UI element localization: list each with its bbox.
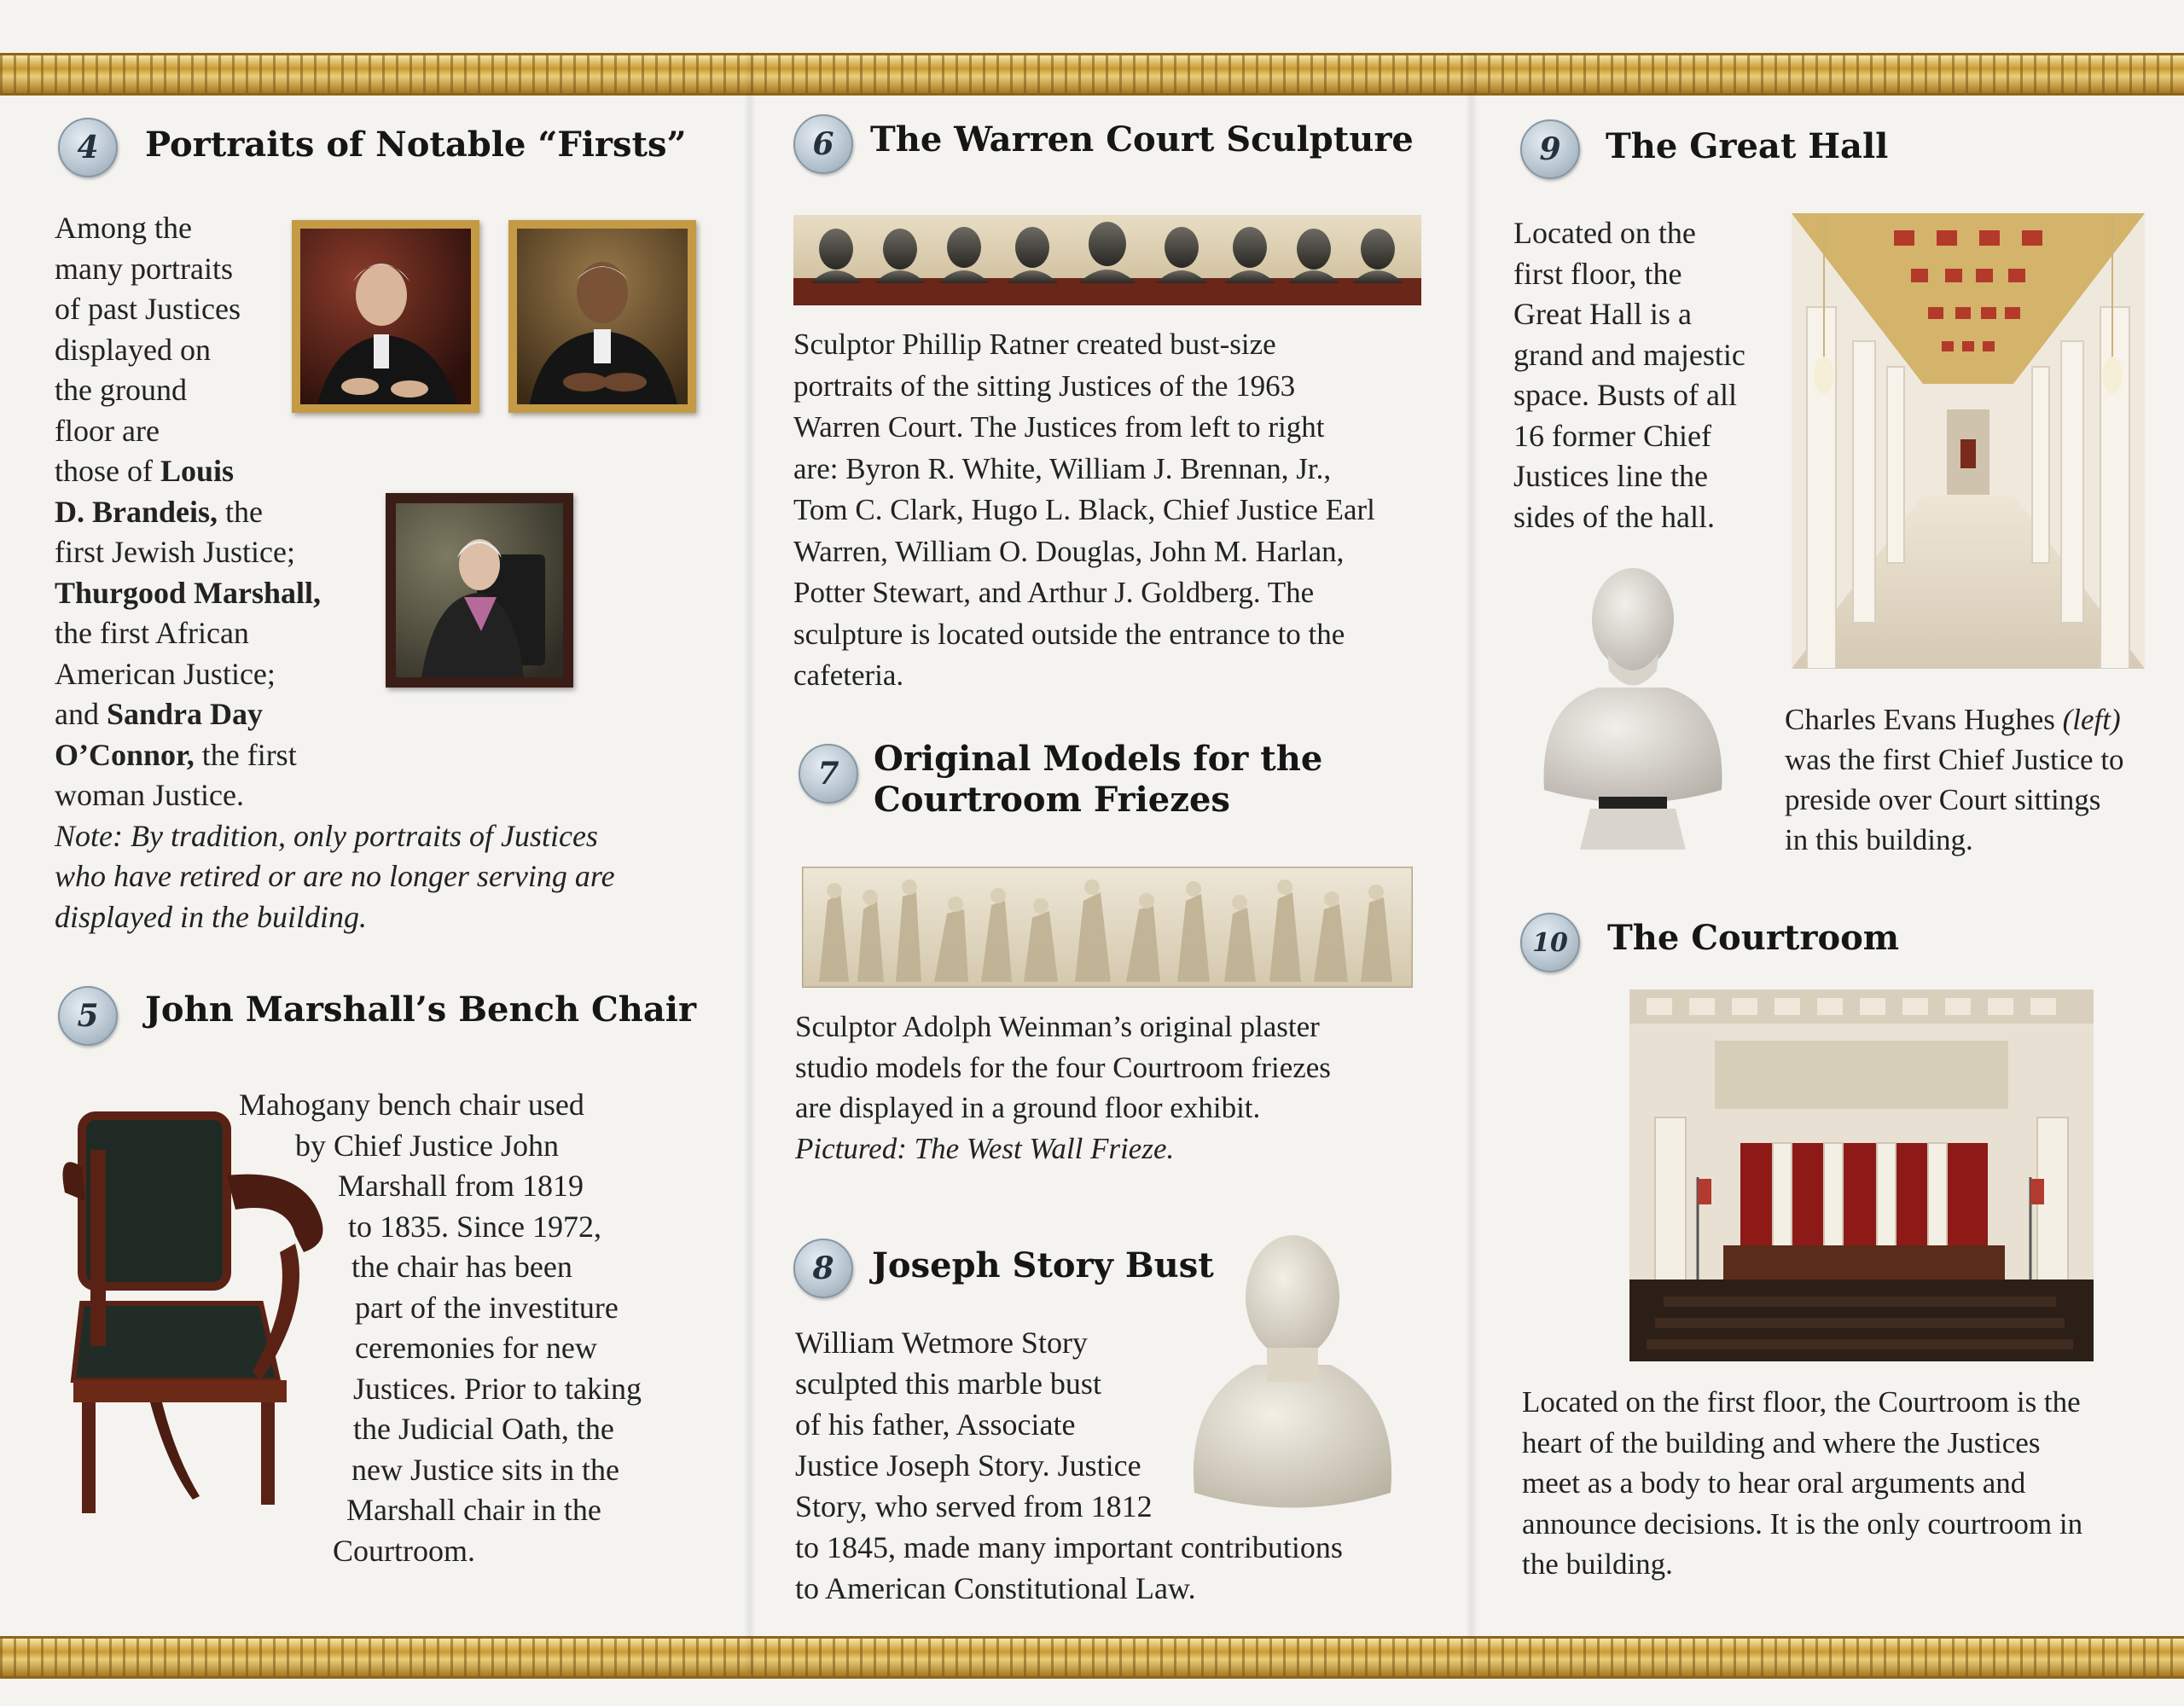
hughes-caption bbox=[1785, 699, 2152, 860]
name-brandeis: Louis bbox=[160, 454, 235, 488]
text-line: woman Justice. bbox=[55, 778, 244, 812]
text-line: D. Brandeis, the bbox=[55, 494, 264, 529]
section-number-badge: 6 bbox=[793, 114, 853, 174]
text-line: to American Constitutional Law. bbox=[795, 1571, 1196, 1605]
text-line: by Chief Justice John bbox=[295, 1128, 559, 1163]
text-line: Justices. Prior to taking bbox=[353, 1371, 642, 1406]
text-line: and Sandra Day bbox=[55, 697, 264, 731]
note-line: displayed in the building. bbox=[55, 899, 367, 934]
text-line: of past Justices bbox=[55, 292, 241, 326]
west-wall-frieze-image bbox=[802, 867, 1413, 988]
joseph-story-description bbox=[795, 1322, 1469, 1609]
section-number-badge: 8 bbox=[793, 1239, 853, 1298]
text-line: those of Louis bbox=[55, 454, 235, 488]
bottom-gold-border bbox=[0, 1636, 2184, 1679]
name-oconnor: Sandra Day bbox=[106, 697, 264, 731]
name-oconnor-cont: O’Connor, bbox=[55, 737, 195, 772]
text-line: Marshall from 1819 bbox=[338, 1169, 584, 1203]
text-line: was the first Chief Justice to bbox=[1785, 743, 2124, 776]
text-line: part of the investiture bbox=[355, 1290, 619, 1325]
text-line: Marshall chair in the bbox=[346, 1493, 601, 1527]
text-line: Justices line the bbox=[1513, 459, 1708, 493]
text-line: Tom C. Clark, Hugo L. Black, Chief Justice Earl bbox=[793, 493, 1375, 526]
text-line: floor are bbox=[55, 413, 160, 448]
text-line: American Justice; bbox=[55, 656, 276, 691]
text-line: studio models for the four Courtroom friezes bbox=[795, 1050, 1331, 1084]
section-title-bench-chair: John Marshall’s Bench Chair bbox=[145, 989, 697, 1030]
warren-court-description bbox=[793, 324, 1442, 697]
text-line: first floor, the bbox=[1513, 256, 1682, 291]
bench-chair-description bbox=[239, 1085, 730, 1571]
text-line: in this building. bbox=[1785, 823, 1973, 856]
text-line: sculpture is located outside the entrance to the bbox=[793, 617, 1345, 651]
section-number-badge: 7 bbox=[799, 744, 858, 804]
section-title-joseph-story: Joseph Story Bust bbox=[872, 1245, 1214, 1285]
text-line: sides of the hall. bbox=[1513, 499, 1715, 534]
text-line: preside over Court sittings bbox=[1785, 783, 2101, 816]
text-line: portraits of the sitting Justices of the 1963 bbox=[793, 368, 1296, 403]
name-thurgood-marshall: Thurgood Marshall, bbox=[55, 575, 322, 610]
text-line: Warren, William O. Douglas, John M. Harlan, bbox=[793, 534, 1345, 568]
frieze-caption: Pictured: The West Wall Frieze. bbox=[795, 1131, 1175, 1165]
courtroom-description bbox=[1522, 1382, 2170, 1585]
text-line: are: Byron R. White, William J. Brennan, Jr., bbox=[793, 451, 1332, 485]
courtroom-image bbox=[1629, 989, 2094, 1361]
text-line: Warren Court. The Justices from left to right bbox=[793, 410, 1325, 444]
text-line: heart of the building and where the Justices bbox=[1522, 1425, 2041, 1459]
text-line: Potter Stewart, and Arthur J. Goldberg. The bbox=[793, 576, 1315, 609]
text-line: Great Hall is a bbox=[1513, 297, 1692, 331]
panel-fold-left bbox=[744, 53, 756, 1674]
text-line: space. Busts of all bbox=[1513, 378, 1737, 412]
great-hall-image bbox=[1792, 213, 2145, 669]
portrait-thurgood-marshall-image bbox=[508, 220, 696, 413]
text-line: the ground bbox=[55, 373, 187, 407]
text-line: to 1835. Since 1972, bbox=[348, 1209, 601, 1244]
section-title-warren-court: The Warren Court Sculpture bbox=[870, 119, 1414, 160]
panel-left bbox=[34, 94, 717, 1629]
text-line: Located on the bbox=[1513, 216, 1696, 250]
top-gold-border bbox=[0, 53, 2184, 96]
text-line: Justice Joseph Story. Justice bbox=[795, 1448, 1141, 1483]
section-number-badge: 10 bbox=[1520, 913, 1580, 972]
text-line: first Jewish Justice; bbox=[55, 535, 295, 569]
name-brandeis-cont: D. Brandeis, bbox=[55, 494, 218, 529]
text-line: Charles Evans Hughes (left) bbox=[1785, 703, 2121, 736]
text-line: are displayed in a ground floor exhibit. bbox=[795, 1091, 1261, 1124]
text-line: the first African bbox=[55, 616, 249, 650]
text-line: Mahogany bench chair used bbox=[239, 1088, 584, 1122]
text-line: many portraits bbox=[55, 251, 233, 286]
text-line: the Judicial Oath, the bbox=[353, 1412, 614, 1446]
warren-court-sculpture-image bbox=[793, 215, 1421, 305]
text-line: of his father, Associate bbox=[795, 1407, 1076, 1442]
text-line: Located on the first floor, the Courtroom is the bbox=[1522, 1385, 2081, 1419]
note-line: Note: By tradition, only portraits of Justices bbox=[55, 818, 598, 853]
text-line: sculpted this marble bust bbox=[795, 1367, 1101, 1401]
text-line: the chair has been bbox=[351, 1250, 572, 1284]
section-number-badge: 4 bbox=[58, 118, 118, 177]
text-line: Sculptor Phillip Ratner created bust-size bbox=[793, 328, 1276, 361]
note-line: who have retired or are no longer serving are bbox=[55, 859, 615, 893]
section-title-portraits: Portraits of Notable “Firsts” bbox=[145, 125, 687, 165]
text-line: displayed on bbox=[55, 332, 211, 367]
text-line: grand and majestic bbox=[1513, 337, 1745, 372]
text-line: Courtroom. bbox=[333, 1533, 475, 1568]
text-line: ceremonies for new bbox=[355, 1331, 597, 1365]
text-line: Among the bbox=[55, 211, 192, 245]
section-title-courtroom-friezes: Original Models for the Courtroom Friezes bbox=[874, 739, 1323, 820]
text-line: new Justice sits in the bbox=[351, 1452, 619, 1487]
portrait-brandeis-image bbox=[292, 220, 479, 413]
great-hall-description bbox=[1513, 213, 1786, 537]
text-line: meet as a body to hear oral arguments and bbox=[1522, 1466, 2026, 1500]
panel-right bbox=[1502, 94, 2150, 1629]
section-title-great-hall: The Great Hall bbox=[1606, 126, 1889, 166]
portrait-oconnor-image bbox=[386, 493, 573, 688]
section-title-courtroom: The Courtroom bbox=[1607, 918, 1900, 958]
text-line: O’Connor, the first bbox=[55, 737, 297, 772]
text-line: announce decisions. It is the only courtroom in bbox=[1522, 1506, 2083, 1541]
text-line: Story, who served from 1812 bbox=[795, 1489, 1153, 1523]
section-number-badge: 9 bbox=[1520, 119, 1580, 179]
text-line: cafeteria. bbox=[793, 659, 904, 692]
charles-evans-hughes-bust-image bbox=[1539, 560, 1727, 858]
friezes-description bbox=[795, 1007, 1443, 1169]
text-line: to 1845, made many important contributions bbox=[795, 1530, 1343, 1564]
section-number-badge: 5 bbox=[58, 986, 118, 1046]
text-line: the building. bbox=[1522, 1547, 1673, 1581]
panel-middle bbox=[776, 94, 1442, 1629]
text-line: Sculptor Adolph Weinman’s original plaster bbox=[795, 1010, 1320, 1043]
text-line: William Wetmore Story bbox=[795, 1326, 1088, 1360]
text-line: 16 former Chief bbox=[1513, 418, 1711, 453]
